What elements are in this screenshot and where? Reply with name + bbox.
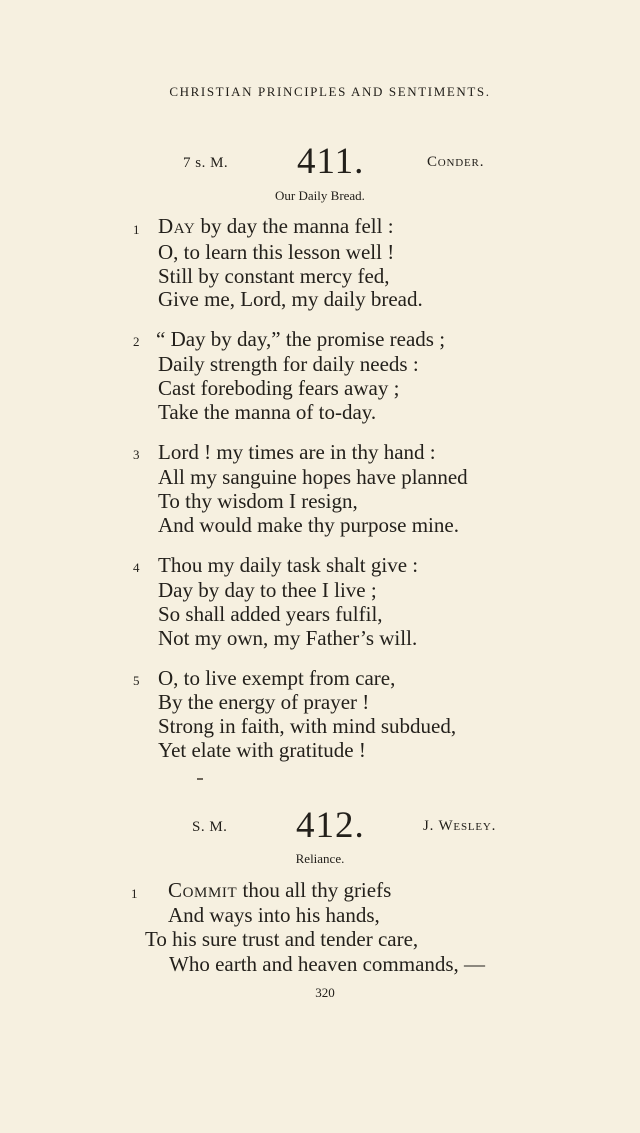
hymn-author: Conder.	[427, 154, 485, 170]
hymn-number: 412.	[296, 805, 365, 846]
verse-number: 1	[133, 222, 140, 237]
verse-line-rest: thou all thy griefs	[237, 878, 392, 902]
verse-first-word: Day	[158, 214, 196, 238]
hymn-author: J. Wesley.	[423, 818, 497, 834]
verse-line: Daily strength for daily needs :	[158, 352, 419, 376]
verse-number: 4	[133, 560, 140, 575]
verse-line: O, to learn this lesson well !	[158, 240, 395, 264]
verse-line-rest: by day the manna fell :	[195, 214, 394, 238]
page-number: 320	[315, 985, 335, 1000]
verse-number: 5	[133, 673, 140, 688]
verse-line: And ways into his hands,	[168, 903, 380, 927]
verse-line: O, to live exempt from care,	[158, 666, 396, 690]
verse-line: To his sure trust and tender care,	[145, 927, 419, 951]
hymn-meter: S. M.	[192, 819, 228, 835]
hymn-title: Reliance.	[295, 851, 345, 866]
verse-number: 3	[133, 447, 140, 462]
hymn-412-header	[0, 804, 640, 848]
verse-line: Not my own, my Father’s will.	[158, 626, 418, 650]
verse-line: Day by day to thee I live ;	[158, 578, 377, 602]
verse-line: Who earth and heaven commands, —	[169, 952, 486, 976]
verse-number: 2	[133, 334, 140, 349]
hymn-number: 411.	[297, 141, 365, 182]
hymn-title: Our Daily Bread.	[275, 188, 365, 203]
verse-line: Take the manna of to-day.	[158, 400, 377, 424]
verse-line: Yet elate with gratitude !	[158, 738, 366, 762]
hymn-meter: 7 s. M.	[183, 155, 229, 171]
verse-line: Strong in faith, with mind subdued,	[158, 714, 457, 738]
verse-line: And would make thy purpose mine.	[158, 513, 459, 537]
verse-line: So shall added years fulfil,	[158, 602, 383, 626]
hymn-411-header	[0, 140, 640, 184]
running-head: CHRISTIAN PRINCIPLES AND SENTIMENTS.	[169, 84, 491, 99]
verse-line: By the energy of prayer !	[158, 690, 370, 714]
verse-line	[168, 880, 391, 901]
verse-line: To thy wisdom I resign,	[158, 489, 358, 513]
verse-number: 1	[131, 886, 138, 901]
verse-line: Lord ! my times are in thy hand :	[158, 440, 436, 464]
verse-line: Still by constant mercy fed,	[158, 264, 390, 288]
verse-line: “ Day by day,” the promise reads ;	[156, 327, 446, 351]
ornamental-dash	[197, 778, 203, 780]
verse-line: All my sanguine hopes have planned	[158, 465, 468, 489]
verse-first-word: Commit	[168, 878, 238, 902]
verse-line: Cast foreboding fears away ;	[158, 376, 400, 400]
verse-line: Thou my daily task shalt give :	[158, 553, 419, 577]
verse-line	[158, 216, 394, 237]
verse-line: Give me, Lord, my daily bread.	[158, 287, 423, 311]
